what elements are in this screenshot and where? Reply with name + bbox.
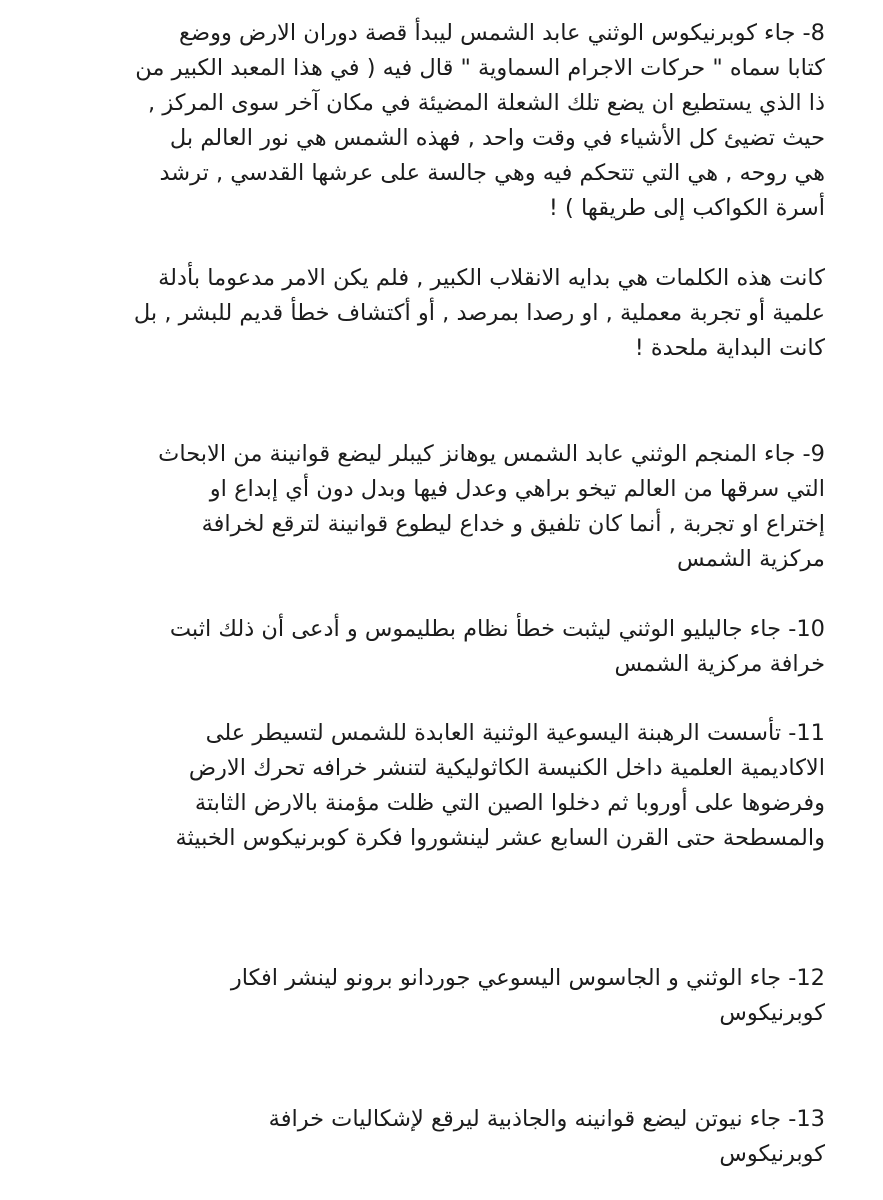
text-line: كوبرنيكوس [719,1000,825,1026]
text-line: 12- جاء الوثني و الجاسوس اليسوعي جوردانو برونو لينشر افكار [230,965,825,991]
paragraph-10-galileo [40,612,825,682]
text-line: والمسطحة حتى القرن السابع عشر لينشوروا فكرة كوبرنيكوس الخبيثة [175,825,825,851]
paragraph-11-jesuits [40,716,825,856]
text-line: كتابا سماه " حركات الاجرام السماوية " قال فيه ( في هذا المعبد الكبير من [135,55,825,81]
text-line: الاكاديمية العلمية داخل الكنيسة الكاثوليكية لتنشر خرافه تحرك الارض [188,755,825,781]
text-line: كوبرنيكوس [719,1141,825,1167]
text-line: أسرة الكواكب إلى طريقها ) ! [548,195,825,221]
paragraph-12-bruno [40,961,825,1031]
text-line: كانت البداية ملحدة ! [634,335,825,361]
text-line: إختراع او تجربة , أنما كان تلفيق و خداع ليطوع قوانينة لترقع لخرافة [201,511,825,537]
text-line: 8- جاء كوبرنيكوس الوثني عابد الشمس ليبدأ قصة دوران الارض ووضع [179,20,825,46]
text-line: علمية أو تجربة معملية , او رصدا بمرصد , أو أكتشاف خطأ قديم للبشر , بل [133,300,825,326]
paragraph-13-newton [40,1102,825,1172]
text-line: وفرضوها على أوروبا ثم دخلوا الصين التي ظلت مؤمنة بالارض الثابتة [194,790,825,816]
text-line: 9- جاء المنجم الوثني عابد الشمس يوهانز كيبلر ليضع قوانينة من الابحاث [158,441,825,467]
text-line: التي سرقها من العالم تيخو براهي وعدل فيها وبدل دون أي إبداع او [209,476,825,502]
text-line: مركزية الشمس [677,546,825,572]
text-line: 11- تأسست الرهبنة اليسوعية الوثنية العابدة للشمس لتسيطر على [205,720,825,746]
paragraph-commentary [40,261,825,366]
paragraph-8-copernicus [40,16,825,226]
text-line: كانت هذه الكلمات هي بدايه الانقلاب الكبير , فلم يكن الامر مدعوما بأدلة [158,265,825,291]
text-line: 13- جاء نيوتن ليضع قوانينه والجاذبية ليرقع لإشكاليات خرافة [268,1106,825,1132]
text-line: 10- جاء جاليليو الوثني ليثبت خطأ نظام بطليموس و أدعى أن ذلك اثبت [169,616,825,642]
text-line: خرافة مركزية الشمس [614,651,825,677]
paragraph-9-kepler [40,437,825,577]
text-line: ذا الذي يستطيع ان يضع تلك الشعلة المضيئة في مكان آخر سوى المركز , [148,90,825,116]
text-line: هي روحه , هي التي تتحكم فيه وهي جالسة على عرشها القدسي , ترشد [159,160,825,186]
text-line: حيث تضيئ كل الأشياء في وقت واحد , فهذه الشمس هي نور العالم بل [169,125,825,151]
